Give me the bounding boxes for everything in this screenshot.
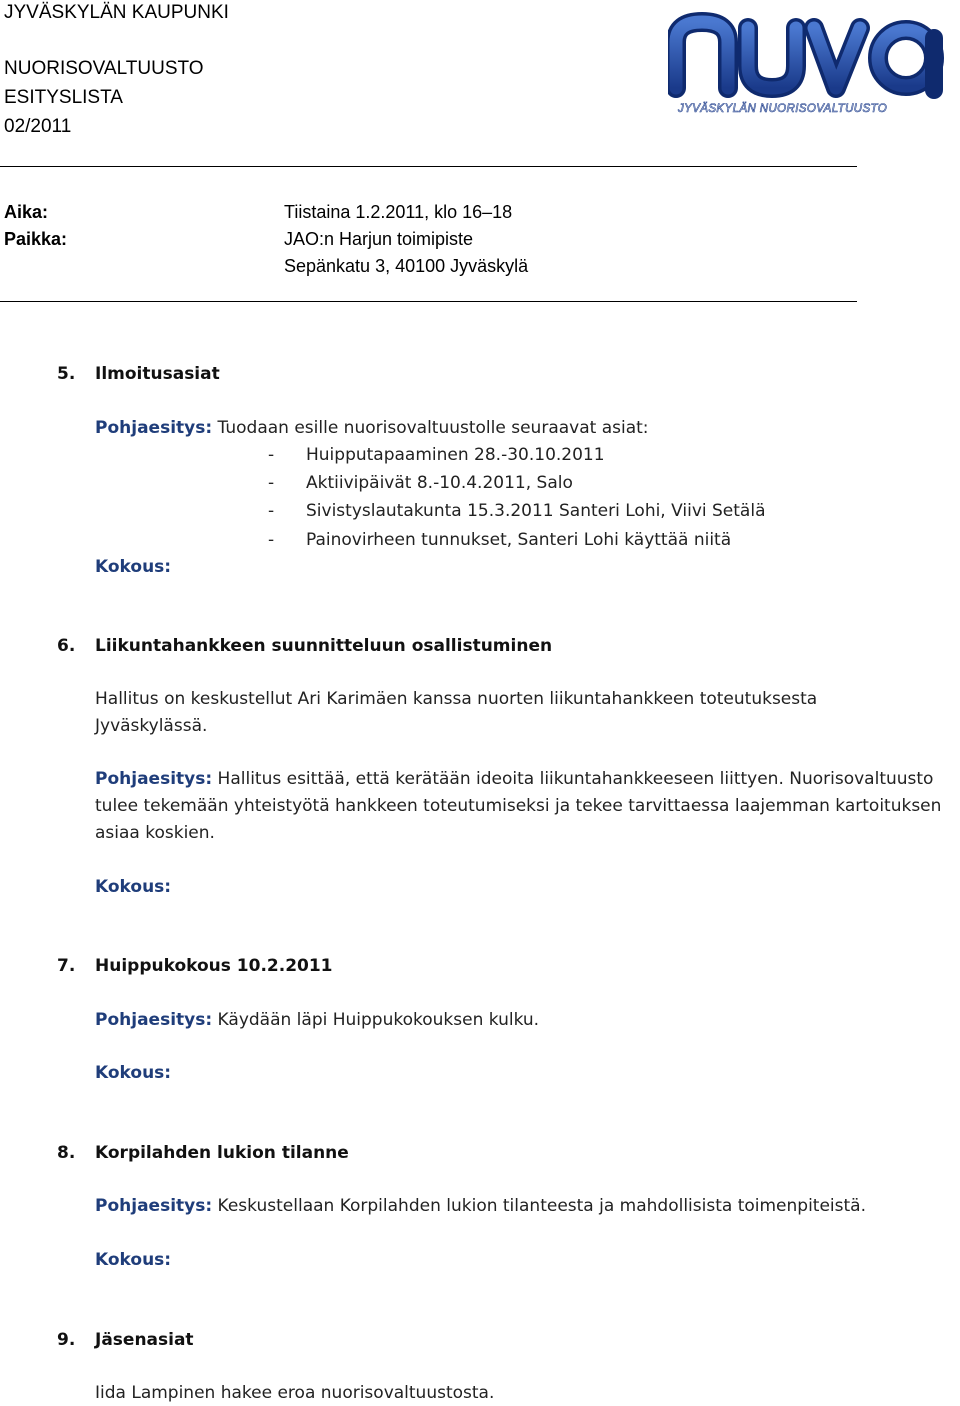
time-label: Aika: (4, 202, 49, 222)
document-number: 02/2011 (4, 116, 72, 137)
bullet-dash: - (268, 445, 275, 465)
proposal-label: Pohjaesitys: (95, 769, 213, 789)
proposal-label: Pohjaesitys: (95, 1196, 213, 1216)
proposal-text: Keskustellaan Korpilahden lukion tilanteesta ja mahdollisista toimenpiteistä. (217, 1196, 866, 1216)
section-7-meeting-label: Kokous: (95, 1063, 172, 1083)
list-item: Sivistyslautakunta 15.3.2011 Santeri Lohi, Viivi Setälä (306, 501, 766, 521)
section-5-number: 5. (57, 364, 76, 384)
section-5-meeting-label: Kokous: (95, 557, 172, 577)
section-6-intro: Hallitus on keskustellut Ari Karimäen kanssa nuorten liikuntahankkeen toteutuksesta Jyväskylässä. (95, 689, 818, 736)
section-5-title: Ilmoitusasiat (95, 364, 220, 384)
header-divider (0, 166, 857, 167)
city-name: JYVÄSKYLÄN KAUPUNKI (4, 2, 229, 23)
council-name: NUORISOVALTUUSTO (4, 58, 204, 79)
section-9-title: Jäsenasiat (95, 1330, 194, 1350)
section-9-number: 9. (57, 1330, 76, 1350)
section-6-number: 6. (57, 636, 76, 656)
bullet-dash: - (268, 473, 275, 493)
list-item: Painovirheen tunnukset, Santeri Lohi käyttää niitä (306, 530, 732, 550)
section-6-proposal (95, 766, 957, 847)
bullet-dash: - (268, 530, 275, 550)
section-7-number: 7. (57, 956, 76, 976)
section-5-proposal (95, 418, 649, 438)
section-8-number: 8. (57, 1143, 76, 1163)
section-8-proposal (95, 1196, 866, 1216)
section-8-title: Korpilahden lukion tilanne (95, 1143, 349, 1163)
place-value-line-2: Sepänkatu 3, 40100 Jyväskylä (284, 256, 529, 276)
list-item: Huipputapaaminen 28.-30.10.2011 (306, 445, 605, 465)
proposal-text: Hallitus esittää, että kerätään ideoita liikuntahankkeeseen liittyen. Nuorisovaltuusto tulee tekemään yhteistyötä hankkeen toteutumiseksi ja tekee tarvittaessa laajemman kartoituksen asiaa koskien. (95, 769, 942, 843)
section-9-intro: Iida Lampinen hakee eroa nuorisovaltuustosta. (95, 1383, 495, 1403)
proposal-text: Tuodaan esille nuorisovaltuustolle seuraavat asiat: (217, 418, 649, 438)
place-label: Paikka: (4, 229, 68, 249)
place-value-line-1: JAO:n Harjun toimipiste (284, 229, 474, 249)
document-type: ESITYSLISTA (4, 87, 123, 108)
proposal-label: Pohjaesitys: (95, 418, 213, 438)
section-6-title: Liikuntahankkeen suunnitteluun osallistuminen (95, 636, 553, 656)
proposal-text: Käydään läpi Huippukokouksen kulku. (217, 1010, 540, 1030)
bullet-dash: - (268, 501, 275, 521)
list-item: Aktiivipäivät 8.-10.4.2011, Salo (306, 473, 573, 493)
section-7-title: Huippukokous 10.2.2011 (95, 956, 333, 976)
section-7-proposal (95, 1010, 539, 1030)
time-value: Tiistaina 1.2.2011, klo 16–18 (284, 202, 513, 222)
info-divider (0, 301, 857, 302)
proposal-label: Pohjaesitys: (95, 1010, 213, 1030)
section-8-meeting-label: Kokous: (95, 1250, 172, 1270)
nuva-logo (668, 8, 958, 120)
section-6-meeting-label: Kokous: (95, 877, 172, 897)
logo-tagline: JYVÄSKYLÄN NUORISOVALTUUSTO (678, 103, 888, 115)
